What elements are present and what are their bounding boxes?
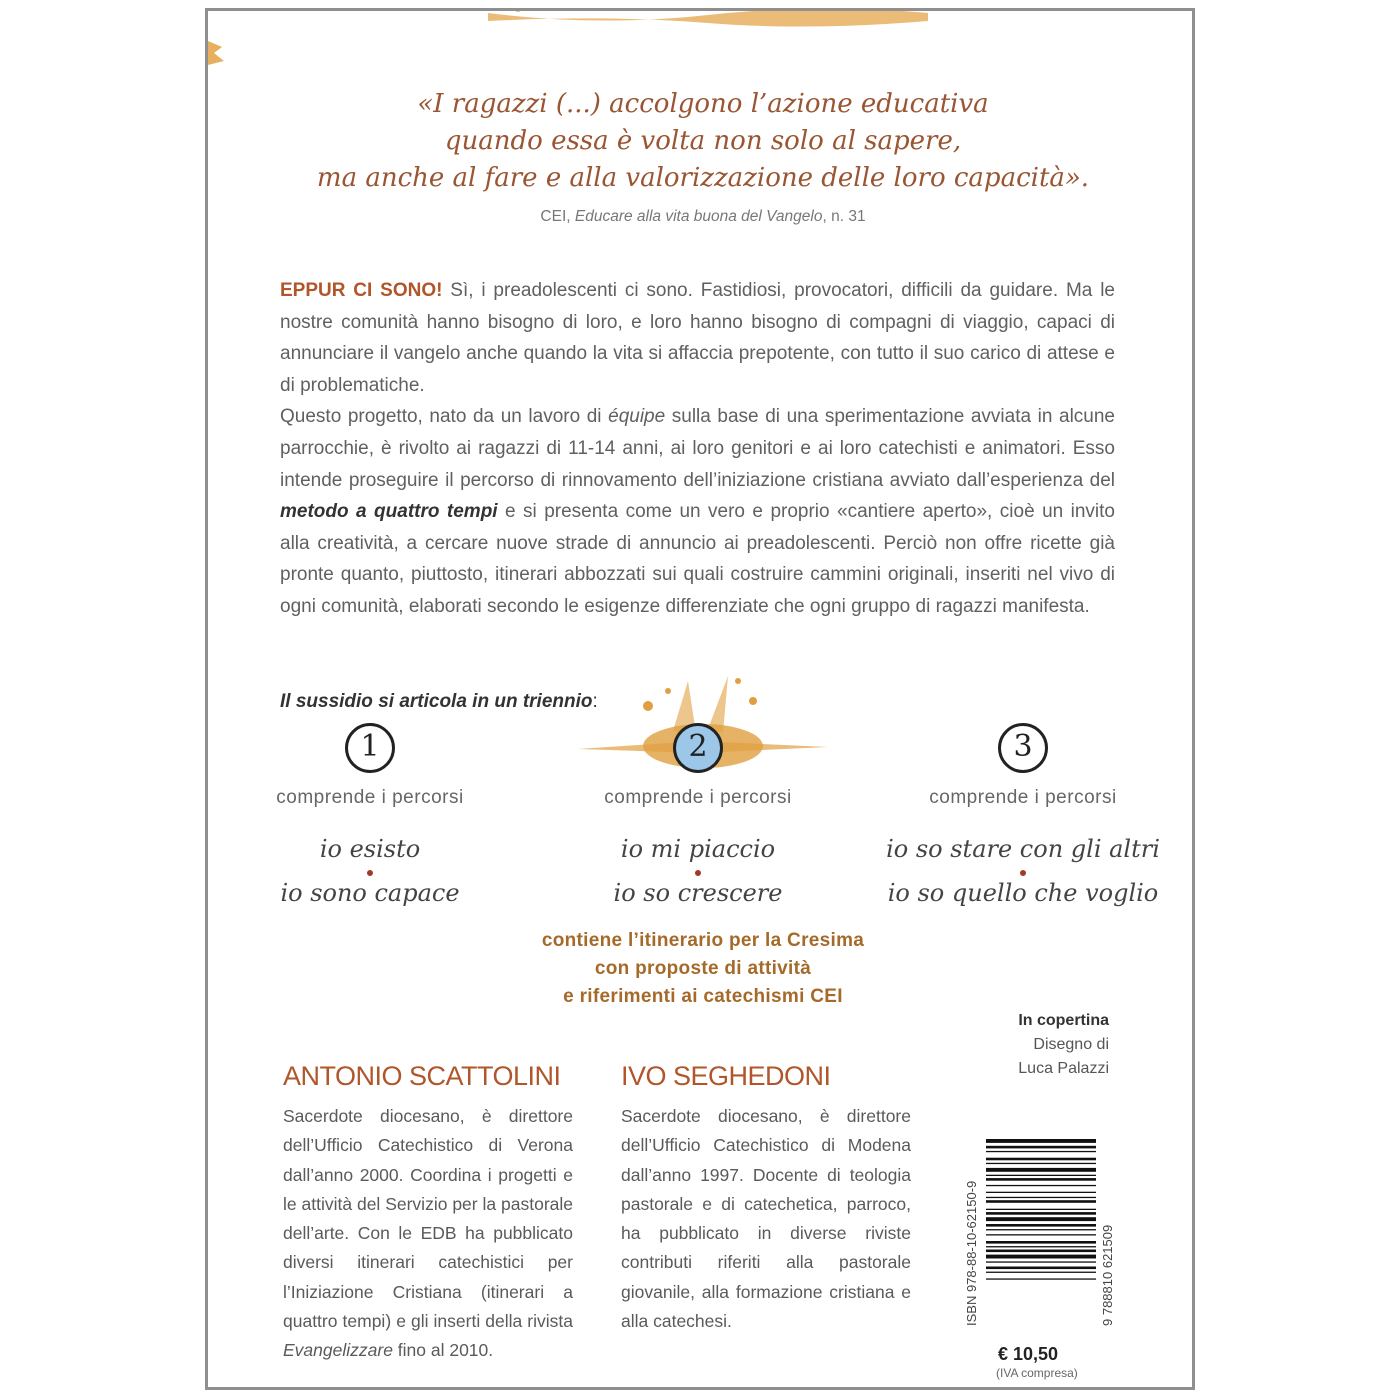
volume-number-3: 3 bbox=[998, 723, 1048, 773]
epigraph-quote bbox=[208, 86, 1195, 197]
cresima-note bbox=[208, 927, 1195, 1011]
cover-credit-line-1: Disegno di bbox=[1033, 1036, 1109, 1053]
cover-credit-line-2: Luca Palazzi bbox=[1018, 1060, 1109, 1077]
volume-1-comp: comprende i percorsi bbox=[276, 787, 464, 808]
volume-2-path-2: io so crescere bbox=[613, 879, 783, 907]
cresima-line-3: e riferimenti ai catechismi CEI bbox=[563, 986, 843, 1007]
description-text bbox=[280, 275, 1115, 623]
quote-line-3: ma anche al fare e alla valorizzazione delle loro capacità». bbox=[316, 163, 1090, 193]
author-bio-text: Sacerdote diocesano, è direttore dell’Ufficio Catechistico di Verona dall’anno 2000. Coordina i progetti e le attività del Servizio per la pastorale dell’arte. Con le EDB ha pubblicato diversi itinerari catechistici per l’Iniziazione Cristiana (itinerari a quattro tempi) e gli inserti della rivista bbox=[283, 1106, 573, 1332]
author-bio bbox=[283, 1102, 573, 1366]
paragraph-2-part-a: Questo progetto, nato da un lavoro di bbox=[280, 406, 609, 428]
volume-1 bbox=[210, 723, 530, 915]
lead-heading: EPPUR CI SONO! bbox=[280, 280, 443, 301]
author-bio-text: Sacerdote diocesano, è direttore dell’Ufficio Catechistico di Modena dall’anno 1997. Docente di teologia pastorale e di catechetica, parroco, ha pubblicato in diverse riviste contributi riferiti alla pastorale giovanile, alla formazione cristiana e alla catechesi. bbox=[621, 1106, 911, 1332]
volume-1-path-1: io esisto bbox=[319, 835, 421, 863]
equipe-term: équipe bbox=[608, 406, 666, 428]
paragraph-2 bbox=[280, 401, 1115, 622]
volume-3-comp: comprende i percorsi bbox=[929, 787, 1117, 808]
author-name: ANTONIO SCATTOLINI bbox=[283, 1061, 561, 1091]
paragraph-2-part-b: sulla base di una sperimentazione avviata in alcune parrocchie, è rivolto ai ragazzi di 11-14 anni, ai loro genitori e ai loro catechisti e animatori. Esso intende proseguire il percorso di rinnovamento dell’iniziazione cristiana avviato dall’esperienza del bbox=[280, 406, 1115, 491]
author-name: IVO SEGHEDONI bbox=[621, 1061, 831, 1091]
paint-splash-left bbox=[208, 31, 238, 71]
price-note: (IVA compresa) bbox=[996, 1366, 1078, 1380]
volume-number-1: 1 bbox=[345, 723, 395, 773]
volume-number-2: 2 bbox=[673, 723, 723, 773]
quote-source-title: Educare alla vita buona del Vangelo bbox=[574, 208, 823, 225]
cresima-line-2: con proposte di attività bbox=[594, 958, 812, 979]
price: € 10,50 bbox=[998, 1344, 1059, 1364]
volume-2 bbox=[538, 723, 858, 915]
volume-3-path-1: io so stare con gli altri bbox=[886, 835, 1160, 863]
cover-credit-label: In copertina bbox=[1018, 1012, 1109, 1029]
barcode-isbn-text: ISBN 978-88-10-62150-9 bbox=[964, 1180, 979, 1326]
volume-3-path-2: io so quello che voglio bbox=[887, 879, 1159, 907]
volume-2-comp: comprende i percorsi bbox=[604, 787, 792, 808]
author-bio-title: Evangelizzare bbox=[283, 1340, 393, 1361]
paragraph-2-part-c: e si presenta come un vero e proprio «cantiere aperto», cioè un invito alla creatività, a cercare nuove strade di annuncio ai preadolescenti. Perciò non offre ricette già pronte quanto, piuttosto, itinerari abbozzati sui quali costruire cammini originali, inseriti nel vivo di ogni comunità, elaborati secondo le esigenze differenziate che ogni gruppo di ragazzi manifesta. bbox=[280, 501, 1115, 617]
quote-source-suffix: , n. 31 bbox=[822, 208, 866, 225]
quote-source-prefix: CEI, bbox=[540, 208, 571, 225]
paragraph-1 bbox=[280, 275, 1115, 401]
quote-line-1: «I ragazzi (...) accolgono l’azione educativa bbox=[417, 89, 989, 119]
cover-credit bbox=[1018, 1009, 1109, 1081]
author-scattolini bbox=[283, 1058, 573, 1366]
metodo-term: metodo a quattro tempi bbox=[280, 501, 498, 523]
paint-splash-top bbox=[478, 8, 938, 41]
cresima-line-1: contiene l’itinerario per la Cresima bbox=[541, 930, 865, 951]
book-back-cover bbox=[205, 8, 1195, 1390]
volume-1-path-2: io sono capace bbox=[280, 879, 460, 907]
triennio-label: Il sussidio si articola in un triennio bbox=[280, 691, 593, 712]
paragraph-1-text: Sì, i preadolescenti ci sono. Fastidiosi, provocatori, difficili da guidare. Ma le nostre comunità hanno bisogno di loro, e loro hanno bisogno di compagni di viaggio, capaci di annunciare il vangelo anche quando la vita si affaccia prepotente, con tutto il suo carico di attese e di problematiche. bbox=[280, 280, 1115, 396]
author-bio-end: fino al 2010. bbox=[392, 1340, 494, 1361]
quote-source bbox=[208, 208, 1195, 226]
volume-2-path-1: io mi piaccio bbox=[620, 835, 776, 863]
barcode-digits-text: 9 788810 621509 bbox=[1100, 1224, 1115, 1326]
volume-3 bbox=[858, 723, 1188, 915]
author-seghedoni bbox=[621, 1058, 911, 1336]
triennio-heading bbox=[280, 691, 598, 713]
isbn-barcode bbox=[960, 1131, 1120, 1326]
quote-line-2: quando essa è volta non solo al sapere, bbox=[444, 126, 962, 156]
author-bio bbox=[621, 1102, 911, 1336]
triennio-colon: : bbox=[592, 691, 598, 712]
